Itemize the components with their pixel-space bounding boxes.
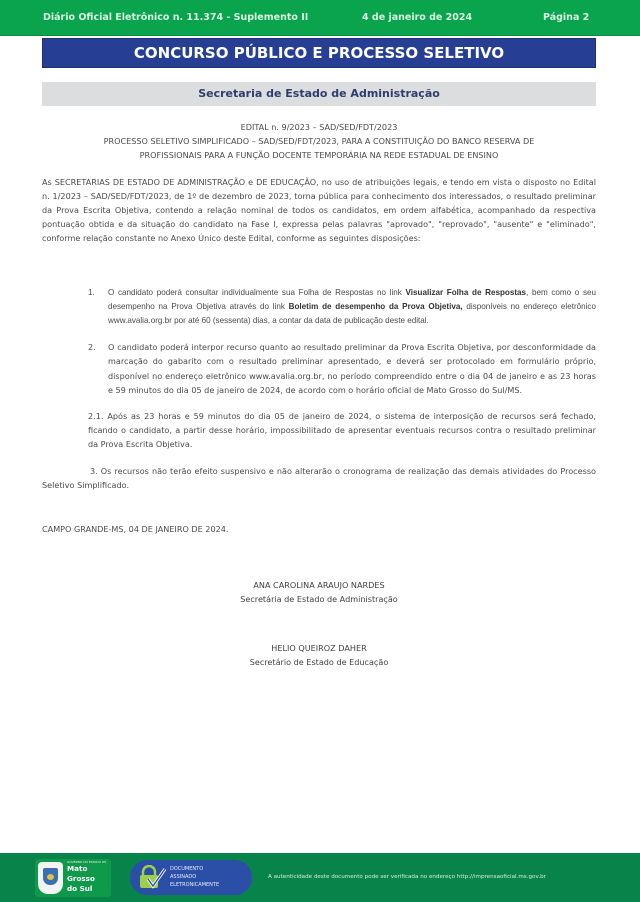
list-item-3: 3. Os recursos não terão efeito suspensivo e não alterarão o cronograma de realização das demais atividades do Processo Seletivo Simplificado. — [42, 465, 596, 490]
list-item-2-1: 2.1. Após as 23 horas e 59 minutos do dia 05 de janeiro de 2024, o sistema de interposição de recursos será fechado, ficando o candidato, a partir desse horário, impossibilitado de apresentar eventuais recursos contra o resultado preliminar da Prova Escrita Objetiva. — [88, 411, 596, 450]
item-text: O candidato poderá interpor recurso quanto ao resultado preliminar da Prova Escrita Objetiva, por desconformidade da marcação do gabarito com o resultado preliminar apresentado, e deverá ser protocolado em formulário próprio, disponível no endereço eletrônico www.avalia.org.br, no período compreendido entre o dia 04 de janeiro e as 23 horas e 59 minutos do dia 05 de janeiro de 2024, de acordo com o horário oficial de Mato Grosso do Sul/MS. — [108, 342, 596, 395]
logo-small-text: GOVERNO DO ESTADO DE — [67, 860, 107, 864]
footer — [0, 853, 640, 902]
section-title: Secretaria de Estado de Administração — [42, 82, 596, 106]
signature-block — [42, 641, 596, 669]
item-text-part: O candidato poderá consultar individualmente sua Folha de Respostas no link — [108, 287, 406, 297]
state-coat-of-arms-icon — [38, 862, 63, 894]
lock-check-icon — [138, 865, 168, 889]
intro-paragraph: As SECRETARIAS DE ESTADO DE ADMINISTRAÇÃO e DE EDUCAÇÃO, no uso de atribuições legais, e tendo em vista o disposto no Edital n. 1/2023 – SAD/SED/FDT/2023, de 1º de dezembro de 2023, torna pública para conhecimento dos interessados, o resultado preliminar da Prova Escrita Objetiva, contendo a relação nominal de todos os candidatos, em ordem alfabética, acompanhado da respectiva pontuação obtida e da situação do candidato na Fase I, expressa pelas palavras "aprovado", "reprovado", "ausente" e "eliminado", conforme relação constante no Anexo Único deste Edital, conforme as seguintes disposições: — [42, 176, 596, 244]
badge-line: ELETRONICAMENTE — [170, 882, 220, 888]
badge-text — [170, 865, 219, 889]
signatory-role: Secretário de Estado de Educação — [249, 656, 389, 667]
badge-line: ASSINADO — [170, 874, 197, 880]
edital-subject-line-2: PROFISSIONAIS PARA A FUNÇÃO DOCENTE TEMPORÁRIA NA REDE ESTADUAL DE ENSINO — [139, 150, 499, 161]
item-number: 1. — [88, 287, 95, 297]
signatory-name: HELIO QUEIROZ DAHER — [271, 642, 367, 653]
publication-date: 4 de janeiro de 2024 — [362, 12, 473, 23]
authenticity-notice: A autenticidade deste documento pode ser verificada no endereço http://imprensaoficial.ms.gov.br — [268, 874, 546, 880]
signature-block — [42, 578, 596, 606]
logo-line: Mato — [67, 864, 88, 873]
edital-number: EDITAL n. 9/2023 – SAD/SED/FDT/2023 — [240, 122, 398, 132]
item-text-part: , bem como o seu desempenho na Prova Objetiva através do link — [108, 287, 596, 311]
link-boletim-de-desempenho[interactable]: Boletim de desempenho da Prova Objetiva, — [288, 301, 463, 311]
list-item-2 — [88, 340, 596, 397]
page-number: Página 2 — [543, 12, 590, 23]
logo-text-column — [67, 860, 109, 894]
item-text-part: disponíveis no endereço eletrônico www.avalia.org.br por até 60 (sessenta) dias, a contar da data de publicação deste edital. — [108, 301, 596, 326]
logo-line: Grosso — [67, 874, 95, 883]
signatory-role: Secretária de Estado de Administração — [240, 594, 398, 605]
item-number: 2. — [88, 342, 96, 353]
edital-subject-line-1: PROCESSO SELETIVO SIMPLIFICADO – SAD/SED/FDT/2023, PARA A CONSTITUIÇÃO DO BANCO RESERVA DE — [103, 136, 535, 147]
electronic-signature-badge — [130, 860, 252, 895]
signatory-name: ANA CAROLINA ARAUJO NARDES — [253, 580, 385, 591]
category-banner: CONCURSO PÚBLICO E PROCESSO SELETIVO — [42, 38, 596, 68]
list-item-1 — [88, 286, 596, 329]
place-date: CAMPO GRANDE-MS, 04 DE JANEIRO DE 2024. — [42, 524, 229, 535]
badge-line: DOCUMENTO — [170, 866, 204, 872]
logo-line: do Sul — [67, 884, 93, 893]
edital-heading — [42, 120, 596, 163]
publication-title: Diário Oficial Eletrônico n. 11.374 - Suplemento II — [43, 12, 309, 23]
publication-header — [0, 0, 640, 36]
mato-grosso-do-sul-logo — [35, 859, 111, 897]
document-body — [42, 120, 596, 669]
item-text — [108, 286, 596, 329]
link-visualizar-folha-de-respostas[interactable]: Visualizar Folha de Respostas — [405, 287, 527, 297]
